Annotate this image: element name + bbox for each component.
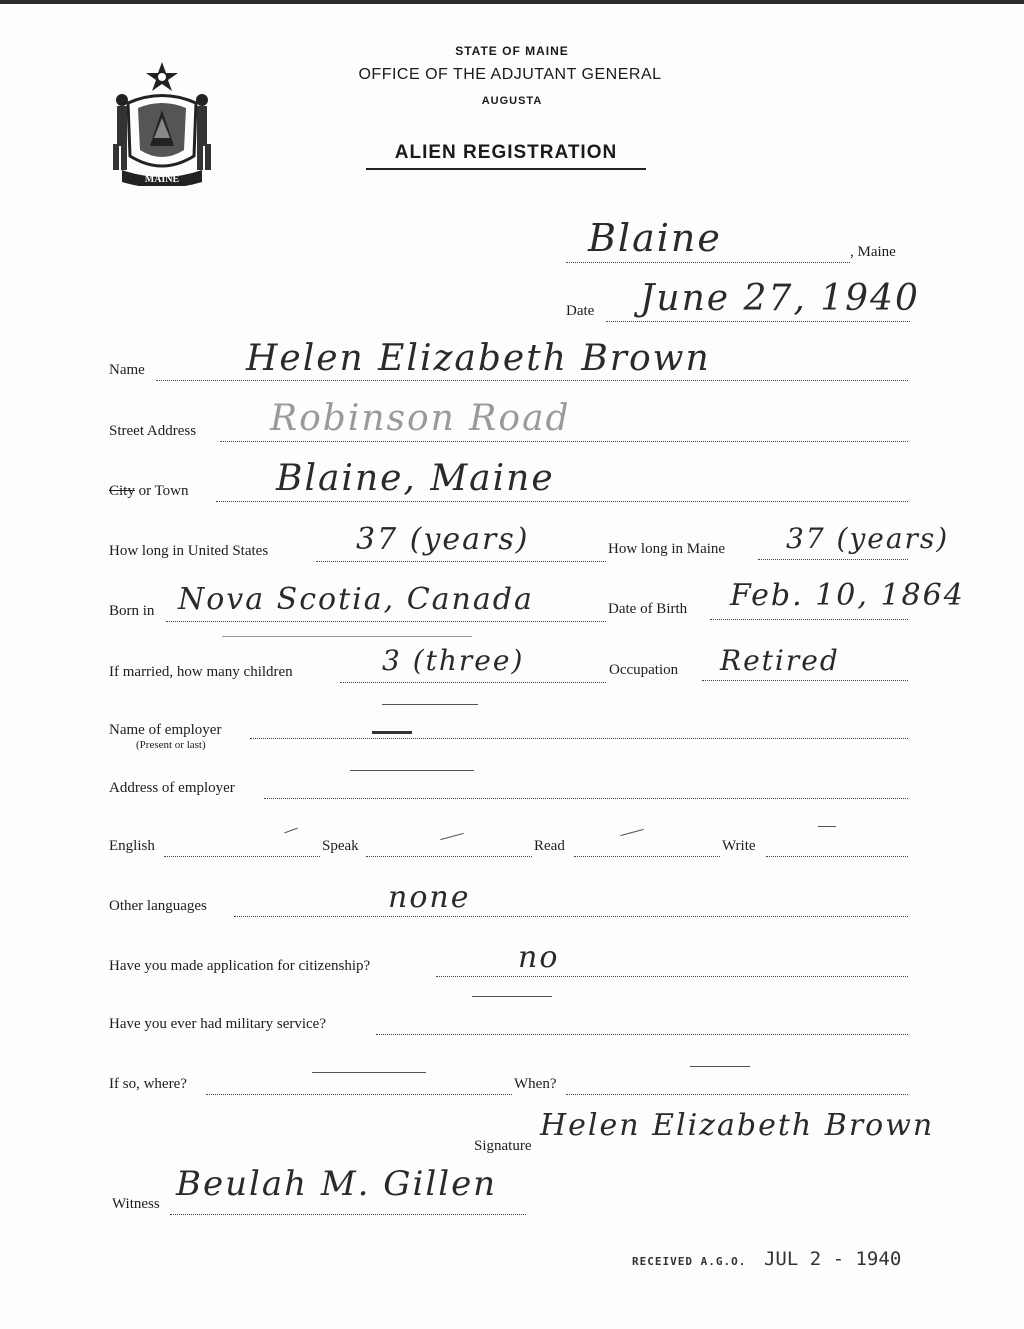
write-label: Write [722, 838, 756, 854]
signature-value: Helen Elizabeth Brown [540, 1108, 935, 1143]
city-label-group [109, 483, 189, 500]
town-label: , Maine [850, 244, 896, 260]
speak-line [366, 856, 532, 857]
name-value: Helen Elizabeth Brown [246, 338, 711, 379]
town-value: Blaine [588, 216, 722, 260]
where-dash [312, 1072, 426, 1073]
occupation-label: Occupation [609, 662, 679, 678]
witness-line [170, 1214, 526, 1215]
read-checkmark [620, 829, 643, 836]
when-line [566, 1094, 908, 1095]
title-underline [366, 168, 646, 170]
english-checkmark [284, 828, 297, 834]
town-line [566, 262, 850, 263]
citizenship-dash [472, 996, 552, 997]
read-line [574, 856, 720, 857]
other-lang-line [234, 916, 908, 917]
military-line [376, 1034, 908, 1035]
write-checkmark [818, 826, 836, 827]
city-heading: AUGUSTA [481, 95, 543, 107]
speak-label: Speak [322, 838, 359, 854]
name-line [156, 380, 908, 381]
stamp-received: RECEIVED A.G.O. [632, 1255, 747, 1268]
when-label: When? [514, 1076, 557, 1092]
speak-checkmark [440, 833, 463, 840]
employer-sublabel: (Present or last) [136, 739, 206, 751]
witness-label: Witness [112, 1196, 160, 1212]
stamp-date: JUL 2 - 1940 [763, 1248, 902, 1270]
street-line [220, 441, 908, 442]
children-dash [382, 704, 478, 705]
seal-text: MAINE [144, 174, 180, 185]
state-heading: STATE OF MAINE [455, 44, 569, 58]
employer-line [250, 738, 908, 739]
write-line [766, 856, 908, 857]
city-value: Blaine, Maine [276, 458, 555, 499]
emp-address-dash [350, 770, 474, 771]
emp-address-line [264, 798, 908, 799]
street-value: Robinson Road [270, 398, 571, 439]
where-line [206, 1094, 512, 1095]
born-value: Nova Scotia, Canada [178, 582, 534, 617]
page-edge [0, 0, 1024, 4]
employer-label: Name of employer [109, 722, 222, 738]
military-label: Have you ever had military service? [109, 1016, 326, 1032]
city-strike: City [109, 483, 135, 499]
other-lang-label: Other languages [109, 898, 207, 914]
street-label: Street Address [109, 423, 197, 439]
maine-label: How long in Maine [608, 541, 726, 557]
read-label: Read [534, 838, 565, 854]
form-title: ALIEN REGISTRATION [394, 142, 618, 163]
occupation-line [702, 680, 908, 681]
born-line [166, 621, 606, 622]
signature-label: Signature [474, 1138, 532, 1154]
english-line [164, 856, 320, 857]
date-line [606, 321, 910, 322]
other-lang-value: none [388, 880, 471, 915]
witness-value: Beulah M. Gillen [176, 1164, 498, 1204]
children-value: 3 (three) [382, 644, 525, 677]
citizenship-line [436, 976, 908, 977]
name-label: Name [109, 362, 145, 378]
born-underline [222, 636, 472, 637]
us-line [316, 561, 606, 562]
born-label: Born in [109, 603, 155, 619]
citizenship-value: no [518, 940, 560, 975]
city-line [216, 501, 908, 502]
date-value: June 27, 1940 [640, 278, 920, 319]
maine-state-seal-icon [108, 58, 216, 186]
us-label: How long in United States [109, 543, 269, 559]
received-stamp [632, 1248, 901, 1270]
dob-line [710, 619, 908, 620]
maine-value: 37 (years) [786, 522, 950, 555]
emp-address-label: Address of employer [109, 780, 235, 796]
children-label: If married, how many children [109, 664, 293, 680]
where-label: If so, where? [109, 1076, 187, 1092]
maine-line [758, 559, 908, 560]
when-dash [690, 1066, 750, 1067]
children-line [340, 682, 606, 683]
office-heading: OFFICE OF THE ADJUTANT GENERAL [358, 66, 662, 83]
citizenship-label: Have you made application for citizenship? [109, 958, 371, 974]
date-label: Date [566, 303, 595, 319]
dob-value: Feb. 10, 1864 [730, 578, 965, 613]
us-value: 37 (years) [356, 522, 530, 557]
city-label: or Town [134, 483, 189, 499]
english-label: English [109, 838, 155, 854]
occupation-value: Retired [720, 644, 840, 677]
employer-dash [372, 731, 412, 734]
dob-label: Date of Birth [608, 601, 688, 617]
